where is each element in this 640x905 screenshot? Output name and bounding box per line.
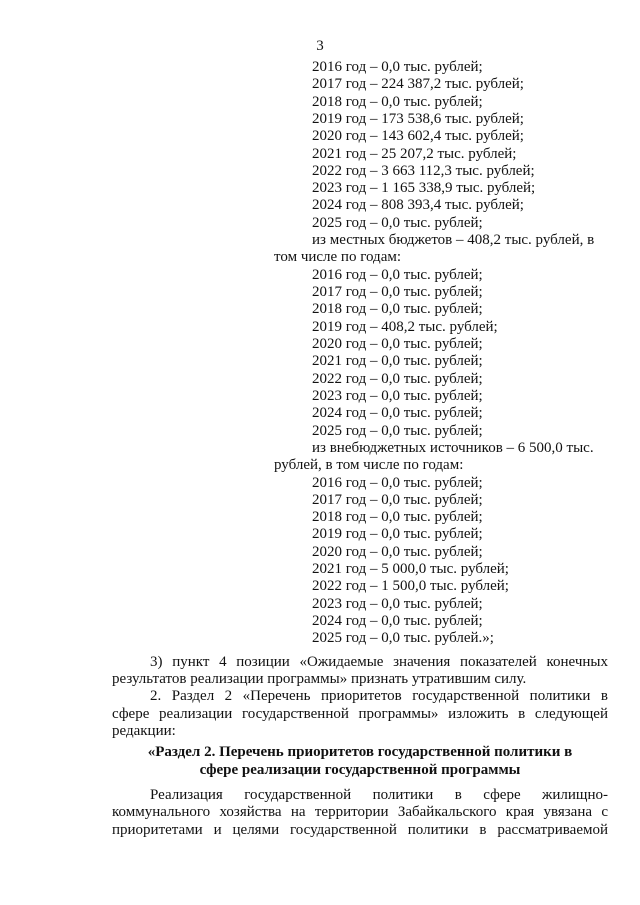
year-line: 2024 год – 808 393,4 тыс. рублей; — [312, 197, 524, 213]
year-line: 2022 год – 1 500,0 тыс. рублей; — [312, 578, 509, 594]
body-line: коммунального хозяйства на территории Забайкальского края увязана с — [112, 804, 608, 820]
item-3-line: результатов реализации программы» признать утратившим силу. — [112, 671, 527, 687]
body-line: приоритетами и целями государственной политики в рассматриваемой — [112, 822, 608, 838]
year-line: 2024 год – 0,0 тыс. рублей; — [312, 613, 483, 629]
year-line: 2018 год – 0,0 тыс. рублей; — [312, 94, 483, 110]
year-line: 2019 год – 408,2 тыс. рублей; — [312, 319, 498, 335]
year-line: 2018 год – 0,0 тыс. рублей; — [312, 509, 483, 525]
year-line: 2025 год – 0,0 тыс. рублей; — [312, 215, 483, 231]
section-heading-line: «Раздел 2. Перечень приоритетов государственной политики в — [147, 744, 573, 760]
item-2-line: сфере реализации государственной программы» изложить в следующей — [112, 706, 608, 722]
year-line: 2019 год – 0,0 тыс. рублей; — [312, 526, 483, 542]
year-line: 2016 год – 0,0 тыс. рублей; — [312, 475, 483, 491]
year-line: 2021 год – 5 000,0 тыс. рублей; — [312, 561, 509, 577]
local-budgets-intro-cont: том числе по годам: — [274, 249, 402, 265]
offbudget-intro: из внебюджетных источников – 6 500,0 тыс. — [312, 440, 594, 456]
year-line: 2020 год – 0,0 тыс. рублей; — [312, 544, 483, 560]
year-line: 2021 год – 0,0 тыс. рублей; — [312, 353, 483, 369]
year-line: 2023 год – 1 165 338,9 тыс. рублей; — [312, 180, 536, 196]
year-line: 2018 год – 0,0 тыс. рублей; — [312, 301, 483, 317]
offbudget-intro-cont: рублей, в том числе по годам: — [274, 457, 464, 473]
local-budgets-intro: из местных бюджетов – 408,2 тыс. рублей, в — [312, 232, 595, 248]
year-line: 2019 год – 173 538,6 тыс. рублей; — [312, 111, 524, 127]
year-line: 2024 год – 0,0 тыс. рублей; — [312, 405, 483, 421]
year-line: 2025 год – 0,0 тыс. рублей.»; — [312, 630, 494, 646]
item-2-line: 2. Раздел 2 «Перечень приоритетов государственной политики в — [150, 688, 608, 704]
year-line: 2020 год – 143 602,4 тыс. рублей; — [312, 128, 524, 144]
year-line: 2017 год – 0,0 тыс. рублей; — [312, 492, 483, 508]
page-number: 3 — [316, 38, 324, 54]
item-3-line: 3) пункт 4 позиции «Ожидаемые значения показателей конечных — [150, 654, 608, 670]
year-line: 2022 год – 3 663 112,3 тыс. рублей; — [312, 163, 535, 179]
body-line: Реализация государственной политики в сфере жилищно- — [150, 787, 608, 803]
year-line: 2016 год – 0,0 тыс. рублей; — [312, 267, 483, 283]
year-line: 2017 год – 0,0 тыс. рублей; — [312, 284, 483, 300]
year-line: 2021 год – 25 207,2 тыс. рублей; — [312, 146, 517, 162]
year-line: 2025 год – 0,0 тыс. рублей; — [312, 423, 483, 439]
year-line: 2016 год – 0,0 тыс. рублей; — [312, 59, 483, 75]
year-line: 2023 год – 0,0 тыс. рублей; — [312, 596, 483, 612]
year-line: 2023 год – 0,0 тыс. рублей; — [312, 388, 483, 404]
section-heading-line: сфере реализации государственной программы — [199, 762, 521, 778]
year-line: 2017 год – 224 387,2 тыс. рублей; — [312, 76, 524, 92]
year-line: 2020 год – 0,0 тыс. рублей; — [312, 336, 483, 352]
year-line: 2022 год – 0,0 тыс. рублей; — [312, 371, 483, 387]
item-2-line: редакции: — [112, 723, 176, 739]
